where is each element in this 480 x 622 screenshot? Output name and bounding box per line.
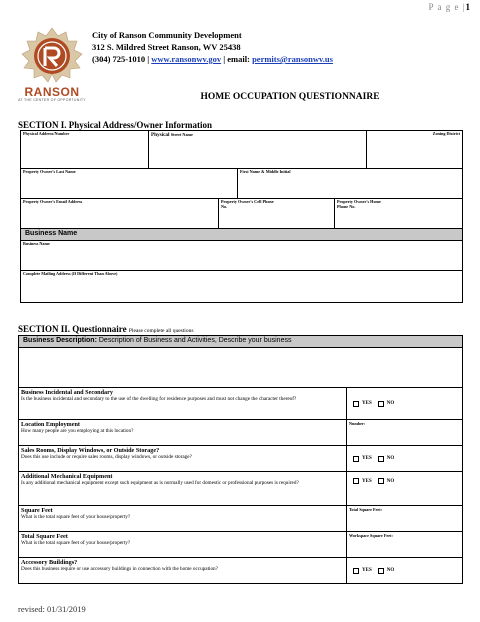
email-link[interactable]: permits@ransonwv.us xyxy=(252,54,333,64)
separator: | xyxy=(147,54,150,64)
org-phone: (304) 725-1010 xyxy=(92,54,146,64)
email-label: | email: xyxy=(223,54,250,64)
no-checkbox[interactable] xyxy=(378,568,384,574)
business-name-band: Business Name xyxy=(21,229,463,241)
first-middle-name-field[interactable]: First Name & Middle Initial xyxy=(238,169,463,199)
mailing-address-field[interactable]: Complete Mailing Address (If Different Than Above) xyxy=(21,271,463,303)
no-checkbox[interactable] xyxy=(378,478,384,484)
business-name-field[interactable]: Business Name xyxy=(21,241,463,271)
revised-date: revised: 01/31/2019 xyxy=(18,604,86,614)
no-checkbox[interactable] xyxy=(378,401,384,407)
ranson-seal-icon xyxy=(16,26,88,88)
question-row xyxy=(19,532,463,558)
question-cell: Total Square Feet What is the total square feet of your house/property? xyxy=(19,532,347,558)
yes-checkbox[interactable] xyxy=(353,568,359,574)
org-address: 312 S. Mildred Street Ranson, WV 25438 xyxy=(92,42,241,52)
question-row xyxy=(19,506,463,532)
question-cell: Square Feet What is the total square feet of your house/property? xyxy=(19,506,347,532)
yes-checkbox[interactable] xyxy=(353,478,359,484)
section2-heading: SECTION II. Questionnaire Please complete all questions xyxy=(18,324,194,334)
question-row xyxy=(19,446,463,472)
logo-tagline: AT THE CENTER OF OPPORTUNITY xyxy=(18,98,86,102)
question-row xyxy=(19,558,463,584)
org-name: City of Ranson Community Development xyxy=(92,30,242,40)
page-number-header xyxy=(429,2,470,12)
business-description-band: Business Description: Description of Business and Activities, Describe your business xyxy=(19,336,463,348)
question-cell: Accessory Buildings? Does this business require or use accessory buildings in connection with the home occupation? xyxy=(19,558,347,584)
yes-checkbox[interactable] xyxy=(353,456,359,462)
question-row xyxy=(19,388,463,420)
number-employees-field[interactable]: Number: xyxy=(347,420,463,446)
business-description-field[interactable] xyxy=(19,348,463,388)
org-contact-line xyxy=(92,54,333,64)
section2-note: Please complete all questions xyxy=(128,328,194,334)
answer-cell: YES NO xyxy=(347,472,463,506)
physical-street-name-field[interactable]: Physical Street Name xyxy=(149,131,367,169)
physical-address-number-field[interactable]: Physical Address/Number xyxy=(21,131,149,169)
yes-checkbox[interactable] xyxy=(353,401,359,407)
section1-table xyxy=(20,130,463,303)
answer-cell: YES NO xyxy=(347,446,463,472)
section1-heading: SECTION I. Physical Address/Owner Information xyxy=(18,120,212,130)
answer-cell: YES NO xyxy=(347,388,463,420)
no-checkbox[interactable] xyxy=(378,456,384,462)
document-title: HOME OCCUPATION QUESTIONNAIRE xyxy=(200,92,380,102)
workspace-square-feet-field[interactable]: Workspace Square Feet: xyxy=(347,532,463,558)
website-link[interactable]: www.ransonwv.gov xyxy=(151,54,222,64)
page-number: 1 xyxy=(465,2,470,12)
question-row xyxy=(19,472,463,506)
owner-last-name-field[interactable]: Property Owner's Last Name xyxy=(21,169,238,199)
question-cell: Location Employment How many people are you employing at this location? xyxy=(19,420,347,446)
question-row xyxy=(19,420,463,446)
logo-wordmark: RANSON xyxy=(24,85,80,99)
answer-cell: YES NO xyxy=(347,558,463,584)
owner-cell-field[interactable]: Property Owner's Cell Phone No. xyxy=(219,199,335,229)
total-square-feet-field[interactable]: Total Square Feet: xyxy=(347,506,463,532)
question-cell: Sales Rooms, Display Windows, or Outside Storage? Does this use include or require sales rooms, display windows, or outside storage? xyxy=(19,446,347,472)
question-cell: Business Incidental and Secondary Is the business incidental and secondary to the use of the dwelling for residence purposes and must not change the character thereof? xyxy=(19,388,347,420)
page-label: P a g e | xyxy=(428,2,466,12)
zoning-district-field[interactable]: Zoning District xyxy=(367,131,463,169)
owner-email-field[interactable]: Property Owner's Email Address xyxy=(21,199,219,229)
section2-table xyxy=(18,335,463,584)
question-cell: Additional Mechanical Equipment Is any additional mechanical equipment except such equipment as is normally used for domestic or professional purposes is required? xyxy=(19,472,347,506)
owner-home-field[interactable]: Property Owner's Home Phone No. xyxy=(335,199,463,229)
